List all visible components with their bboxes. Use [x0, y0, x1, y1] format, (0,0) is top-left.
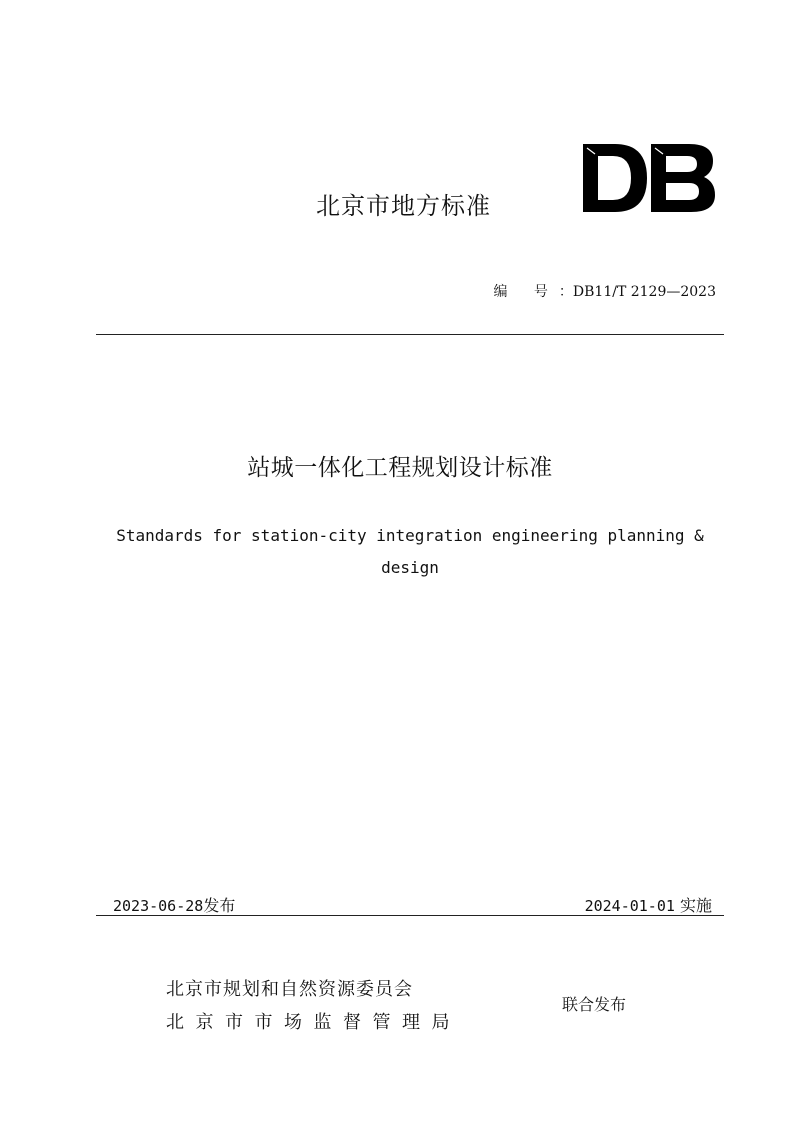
effective-label: 实施: [679, 896, 712, 915]
standard-code-label: 编 号: [493, 284, 559, 300]
effective-info: [585, 893, 712, 916]
joint-release-label: 联合发布: [562, 995, 627, 1014]
db-logo: [581, 142, 717, 214]
standard-type-heading: 北京市地方标准: [316, 192, 491, 220]
issuer-planning-commission: 北京市规划和自然资源委员会: [166, 979, 413, 1000]
document-title-en: Standards for station-city integration engineering planning & design: [116, 526, 704, 577]
standard-code: [493, 281, 716, 301]
bottom-divider: [96, 915, 724, 916]
document-title-zh: 站城一体化工程规划设计标准: [247, 455, 553, 481]
standard-code-value: ：DB11/T 2129—2023: [558, 284, 716, 300]
publish-info: [113, 893, 235, 916]
effective-date: 2024-01-01: [584, 897, 675, 915]
top-divider: [96, 334, 724, 335]
publish-date: 2023-06-28: [113, 897, 204, 915]
issuer-market-administration: 北京市市场监督管理局: [166, 1012, 461, 1033]
publish-label: 发布: [203, 896, 236, 915]
